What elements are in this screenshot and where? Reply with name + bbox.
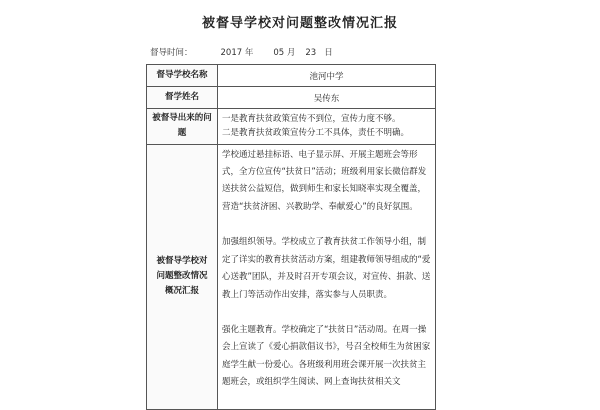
table-row-summary (147, 144, 436, 409)
summary-paragraph: 加强组织领导。学校成立了教育扶贫工作领导小组，制定了详实的教育扶贫活动方案，组建教师领导组成的“爱心送教”团队，并及时召开专项会议，对宣传、捐款、送教上门等活动作出安排，落实参与人员职责。 (222, 237, 431, 300)
issues-list (218, 109, 436, 145)
date-month: 05 月 (273, 48, 296, 58)
table-row-inspector (147, 87, 436, 109)
issue-item: 二是教育扶贫政策宣传分工不具体，责任不明确。 (222, 128, 410, 139)
inspection-date (150, 46, 333, 58)
table-row-school (147, 65, 436, 87)
inspector-name-label: 督学姓名 (147, 87, 218, 109)
summary-label-text: 被督导学校对问题整改情况概况汇报 (156, 255, 208, 297)
table-row-issues (147, 109, 436, 145)
date-label: 督导时间： (150, 48, 193, 58)
report-table (146, 64, 436, 410)
school-name-label: 督导学校名称 (147, 65, 218, 87)
school-name-value: 池河中学 (218, 65, 436, 87)
summary-label (147, 144, 218, 409)
inspector-name-value: 吴传东 (218, 87, 436, 109)
summary-body (218, 144, 436, 409)
summary-paragraph: 强化主题教育。学校确定了“扶贫日”活动周。在周一操会上宣读了《爱心捐款倡议书》，号召全校师生为贫困家庭学生献一份爱心。各班级利用班会课开展一次扶贫主题班会，或组织学生阅读、网上查询扶贫相关文 (222, 324, 431, 388)
date-day: 23 (305, 48, 317, 58)
summary-paragraph: 学校通过悬挂标语、电子显示屏、开展主题班会等形式，全方位宣传“扶贫日”活动；班级利用家长微信群发送扶贫公益短信，做到师生和家长知晓率实现全覆盖，营造“扶贫济困、兴教助学、奉献爱心”的良好氛围。 (222, 149, 427, 212)
date-day-unit: 日 (324, 48, 333, 58)
issues-label: 被督导出来的问题 (147, 109, 218, 145)
page-title: 被督导学校对问题整改情况汇报 (201, 16, 398, 31)
date-year: 2017 年 (220, 48, 254, 58)
issue-item: 一是教育扶贫政策宣传不到位，宣传力度不够。 (222, 113, 401, 124)
